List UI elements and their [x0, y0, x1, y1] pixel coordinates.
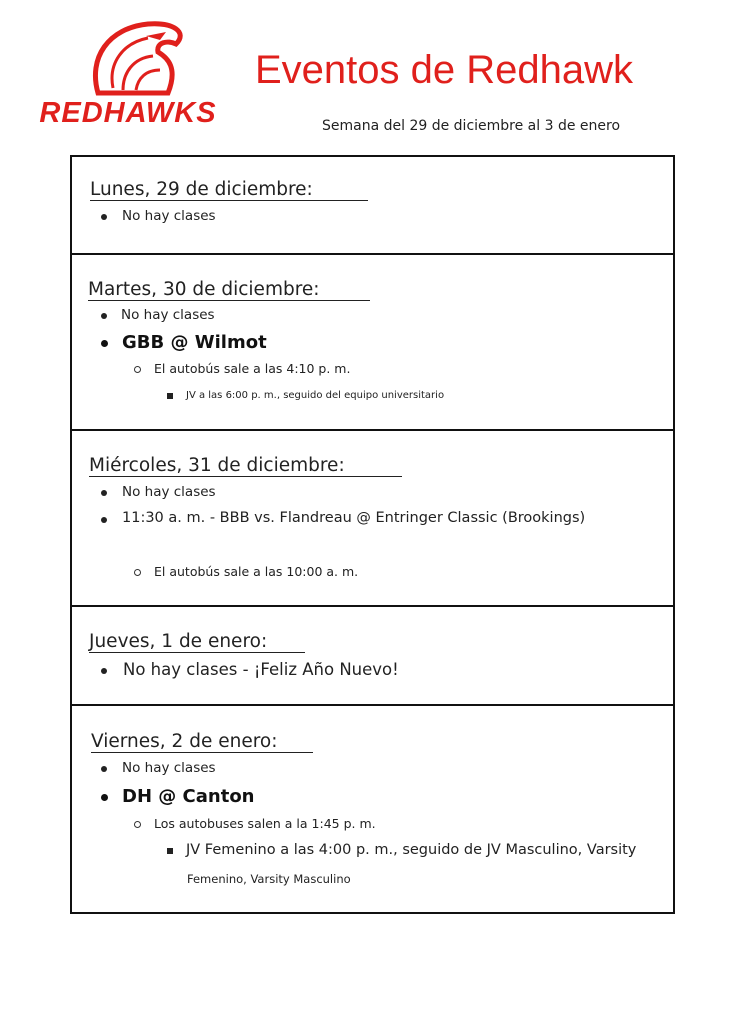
list-item: 11:30 a. m. - BBB vs. Flandreau @ Entringer Classic (Brookings) [122, 510, 586, 526]
square-bullet-icon [167, 848, 173, 854]
list-item: No hay clases [122, 208, 216, 224]
event-title: GBB @ Wilmot [122, 332, 267, 353]
list-item-continuation: Femenino, Varsity Masculino [187, 872, 351, 886]
circle-bullet-icon [134, 366, 141, 373]
list-item: Los autobuses salen a la 1:45 p. m. [154, 816, 376, 831]
divider [70, 704, 674, 706]
list-item: El autobús sale a las 10:00 a. m. [154, 564, 359, 579]
circle-bullet-icon [134, 569, 141, 576]
bullet-icon [101, 490, 107, 496]
list-item: JV a las 6:00 p. m., seguido del equipo universitario [186, 390, 445, 401]
divider [70, 605, 674, 607]
divider [70, 253, 674, 255]
square-bullet-icon [167, 393, 173, 399]
list-item: JV Femenino a las 4:00 p. m., seguido de JV Masculino, Varsity [186, 842, 637, 858]
list-item: No hay clases [121, 307, 215, 323]
list-item: No hay clases - ¡Feliz Año Nuevo! [123, 660, 399, 679]
day-heading: Miércoles, 31 de diciembre: [89, 455, 402, 477]
day-heading: Viernes, 2 de enero: [91, 731, 313, 753]
svg-text:REDHAWKS: REDHAWKS [39, 97, 217, 128]
page-subtitle: Semana del 29 de diciembre al 3 de enero [322, 118, 621, 134]
page-title: Eventos de Redhawk [255, 48, 634, 92]
bullet-icon [101, 794, 108, 801]
list-item: No hay clases [122, 760, 216, 776]
bullet-icon [101, 340, 108, 347]
day-heading: Lunes, 29 de diciembre: [90, 179, 368, 201]
list-item: No hay clases [122, 484, 216, 500]
bullet-icon [101, 214, 107, 220]
bullet-icon [101, 517, 107, 523]
redhawks-logo [28, 18, 228, 128]
list-item: El autobús sale a las 4:10 p. m. [154, 361, 351, 376]
bullet-icon [101, 668, 107, 674]
circle-bullet-icon [134, 821, 141, 828]
day-heading: Martes, 30 de diciembre: [88, 279, 370, 301]
divider [70, 429, 674, 431]
event-title: DH @ Canton [122, 786, 255, 807]
day-heading: Jueves, 1 de enero: [89, 631, 305, 653]
bullet-icon [101, 313, 107, 319]
bullet-icon [101, 766, 107, 772]
